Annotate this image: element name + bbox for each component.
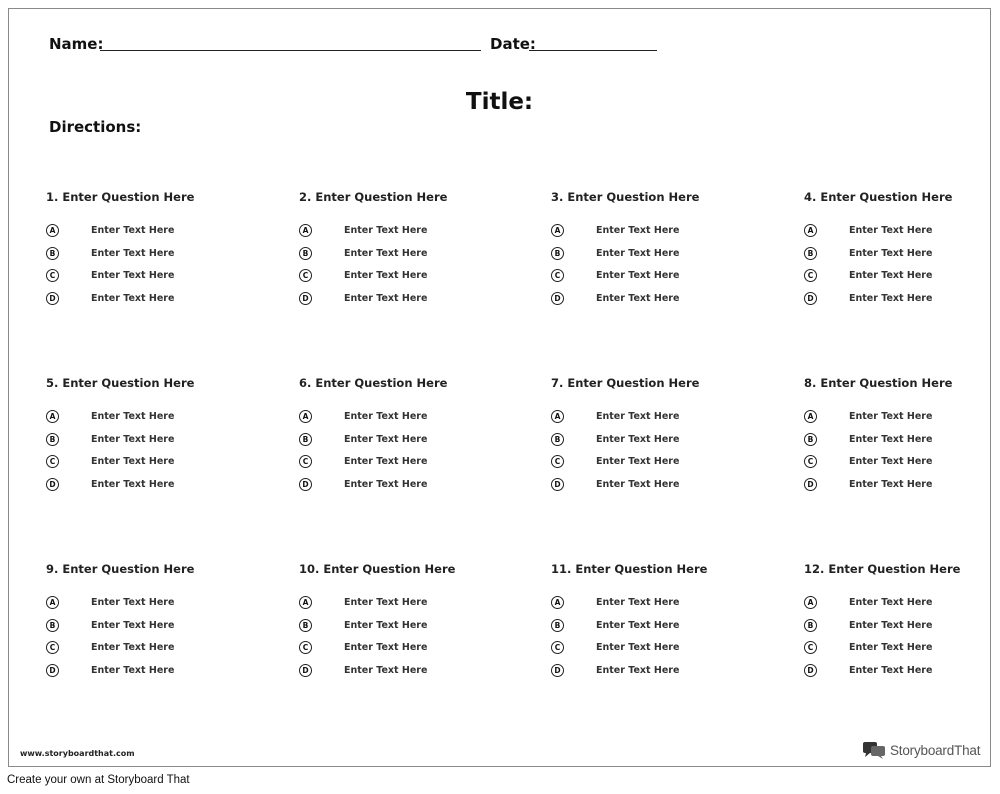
option-text: Enter Text Here xyxy=(344,642,428,654)
answer-options xyxy=(551,405,791,496)
option-text: Enter Text Here xyxy=(596,247,680,259)
option-text: Enter Text Here xyxy=(344,664,428,676)
option-text: Enter Text Here xyxy=(91,664,175,676)
option-text: Enter Text Here xyxy=(91,478,175,490)
answer-options xyxy=(46,591,286,682)
option-text: Enter Text Here xyxy=(849,596,933,608)
answer-options xyxy=(299,405,539,496)
question-title: 8. Enter Question Here xyxy=(804,376,953,390)
question-title: 7. Enter Question Here xyxy=(551,376,700,390)
option-text: Enter Text Here xyxy=(596,410,680,422)
answer-option xyxy=(299,264,539,287)
answer-option xyxy=(804,405,1000,428)
answer-option xyxy=(46,287,286,310)
question-title: 1. Enter Question Here xyxy=(46,190,195,204)
option-text: Enter Text Here xyxy=(849,270,933,282)
option-letter-circle: A xyxy=(804,410,817,423)
option-text: Enter Text Here xyxy=(849,224,933,236)
option-letter-circle: C xyxy=(551,269,564,282)
option-text: Enter Text Here xyxy=(344,478,428,490)
answer-option xyxy=(46,219,286,242)
option-letter-circle: D xyxy=(299,478,312,491)
answer-option xyxy=(804,450,1000,473)
name-line xyxy=(100,50,481,51)
answer-option xyxy=(551,219,791,242)
option-text: Enter Text Here xyxy=(91,619,175,631)
answer-option xyxy=(299,591,539,614)
answer-option xyxy=(299,636,539,659)
answer-options xyxy=(804,591,1000,682)
option-letter-circle: A xyxy=(46,224,59,237)
answer-options xyxy=(551,591,791,682)
option-text: Enter Text Here xyxy=(849,664,933,676)
speech-bubbles-icon xyxy=(862,741,886,759)
option-letter-circle: B xyxy=(804,433,817,446)
answer-option xyxy=(804,659,1000,682)
option-letter-circle: C xyxy=(551,641,564,654)
answer-options xyxy=(299,219,539,310)
logo-text: StoryboardThat xyxy=(890,742,981,758)
option-text: Enter Text Here xyxy=(91,433,175,445)
option-letter-circle: D xyxy=(46,478,59,491)
question-title: 11. Enter Question Here xyxy=(551,562,708,576)
answer-option xyxy=(804,591,1000,614)
answer-option xyxy=(46,473,286,496)
answer-option xyxy=(551,473,791,496)
answer-option xyxy=(551,614,791,637)
answer-option xyxy=(299,428,539,451)
option-letter-circle: B xyxy=(551,247,564,260)
question-block xyxy=(804,562,1000,682)
answer-option xyxy=(804,242,1000,265)
option-letter-circle: B xyxy=(299,433,312,446)
option-letter-circle: B xyxy=(804,619,817,632)
option-text: Enter Text Here xyxy=(849,292,933,304)
answer-options xyxy=(299,591,539,682)
website-watermark: www.storyboardthat.com xyxy=(20,749,135,758)
option-letter-circle: D xyxy=(551,292,564,305)
option-text: Enter Text Here xyxy=(596,642,680,654)
option-text: Enter Text Here xyxy=(344,224,428,236)
option-letter-circle: D xyxy=(804,292,817,305)
option-text: Enter Text Here xyxy=(344,292,428,304)
option-letter-circle: A xyxy=(46,596,59,609)
page-title: Title: xyxy=(465,89,534,115)
option-letter-circle: D xyxy=(299,664,312,677)
option-text: Enter Text Here xyxy=(344,247,428,259)
answer-option xyxy=(551,659,791,682)
answer-option xyxy=(299,219,539,242)
answer-option xyxy=(299,659,539,682)
question-block xyxy=(299,376,539,496)
answer-option xyxy=(299,450,539,473)
answer-option xyxy=(46,591,286,614)
answer-option xyxy=(46,264,286,287)
answer-option xyxy=(551,242,791,265)
option-letter-circle: C xyxy=(46,455,59,468)
answer-options xyxy=(804,219,1000,310)
option-text: Enter Text Here xyxy=(596,456,680,468)
option-text: Enter Text Here xyxy=(91,224,175,236)
option-letter-circle: D xyxy=(299,292,312,305)
option-letter-circle: B xyxy=(551,619,564,632)
answer-option xyxy=(804,428,1000,451)
question-title: 12. Enter Question Here xyxy=(804,562,961,576)
question-block xyxy=(804,376,1000,496)
option-text: Enter Text Here xyxy=(596,270,680,282)
option-text: Enter Text Here xyxy=(849,642,933,654)
option-text: Enter Text Here xyxy=(91,456,175,468)
option-text: Enter Text Here xyxy=(344,410,428,422)
option-letter-circle: A xyxy=(551,224,564,237)
question-title: 5. Enter Question Here xyxy=(46,376,195,390)
option-letter-circle: C xyxy=(46,641,59,654)
answer-option xyxy=(299,614,539,637)
option-text: Enter Text Here xyxy=(91,642,175,654)
answer-option xyxy=(299,287,539,310)
option-letter-circle: A xyxy=(299,596,312,609)
option-letter-circle: D xyxy=(551,478,564,491)
option-text: Enter Text Here xyxy=(344,270,428,282)
option-text: Enter Text Here xyxy=(596,224,680,236)
question-title: 6. Enter Question Here xyxy=(299,376,448,390)
question-block xyxy=(299,562,539,682)
question-block xyxy=(551,190,791,310)
option-letter-circle: D xyxy=(46,292,59,305)
option-letter-circle: C xyxy=(299,641,312,654)
option-letter-circle: B xyxy=(46,433,59,446)
question-block xyxy=(46,562,286,682)
option-letter-circle: A xyxy=(46,410,59,423)
answer-option xyxy=(551,264,791,287)
question-block xyxy=(551,376,791,496)
option-text: Enter Text Here xyxy=(849,247,933,259)
answer-option xyxy=(46,405,286,428)
answer-option xyxy=(804,264,1000,287)
option-letter-circle: C xyxy=(551,455,564,468)
option-text: Enter Text Here xyxy=(344,433,428,445)
name-label: Name: xyxy=(49,35,104,53)
option-letter-circle: D xyxy=(804,664,817,677)
option-letter-circle: B xyxy=(804,247,817,260)
answer-option xyxy=(46,242,286,265)
option-letter-circle: A xyxy=(551,410,564,423)
answer-option xyxy=(551,428,791,451)
answer-option xyxy=(551,287,791,310)
answer-options xyxy=(804,405,1000,496)
option-letter-circle: C xyxy=(299,455,312,468)
answer-option xyxy=(551,405,791,428)
option-text: Enter Text Here xyxy=(596,664,680,676)
question-title: 10. Enter Question Here xyxy=(299,562,456,576)
answer-option xyxy=(804,219,1000,242)
answer-option xyxy=(299,405,539,428)
option-letter-circle: C xyxy=(804,455,817,468)
option-letter-circle: A xyxy=(551,596,564,609)
answer-options xyxy=(46,405,286,496)
question-title: 2. Enter Question Here xyxy=(299,190,448,204)
option-text: Enter Text Here xyxy=(91,410,175,422)
date-label: Date: xyxy=(490,35,536,53)
option-text: Enter Text Here xyxy=(596,619,680,631)
option-letter-circle: D xyxy=(804,478,817,491)
directions-label: Directions: xyxy=(49,118,142,136)
question-block xyxy=(46,190,286,310)
option-letter-circle: B xyxy=(299,247,312,260)
option-letter-circle: C xyxy=(804,641,817,654)
option-letter-circle: D xyxy=(46,664,59,677)
date-line xyxy=(529,50,657,51)
question-block xyxy=(804,190,1000,310)
footer-credit: Create your own at Storyboard That xyxy=(7,774,190,786)
option-letter-circle: A xyxy=(299,224,312,237)
answer-option xyxy=(46,636,286,659)
question-block xyxy=(551,562,791,682)
option-letter-circle: B xyxy=(46,619,59,632)
question-title: 3. Enter Question Here xyxy=(551,190,700,204)
answer-option xyxy=(804,636,1000,659)
question-block xyxy=(299,190,539,310)
option-letter-circle: B xyxy=(46,247,59,260)
option-text: Enter Text Here xyxy=(849,433,933,445)
option-text: Enter Text Here xyxy=(849,619,933,631)
answer-options xyxy=(46,219,286,310)
option-text: Enter Text Here xyxy=(91,247,175,259)
option-letter-circle: C xyxy=(804,269,817,282)
answer-option xyxy=(46,428,286,451)
option-text: Enter Text Here xyxy=(344,456,428,468)
worksheet-page xyxy=(8,8,991,767)
answer-option xyxy=(46,614,286,637)
option-text: Enter Text Here xyxy=(91,292,175,304)
option-text: Enter Text Here xyxy=(596,596,680,608)
answer-option xyxy=(804,287,1000,310)
option-letter-circle: B xyxy=(299,619,312,632)
option-text: Enter Text Here xyxy=(596,292,680,304)
option-letter-circle: C xyxy=(46,269,59,282)
answer-option xyxy=(46,450,286,473)
option-text: Enter Text Here xyxy=(91,270,175,282)
answer-option xyxy=(804,614,1000,637)
answer-options xyxy=(551,219,791,310)
answer-option xyxy=(551,450,791,473)
answer-option xyxy=(46,659,286,682)
option-text: Enter Text Here xyxy=(849,410,933,422)
question-title: 4. Enter Question Here xyxy=(804,190,953,204)
storyboardthat-logo xyxy=(862,741,980,759)
answer-option xyxy=(551,636,791,659)
question-block xyxy=(46,376,286,496)
option-text: Enter Text Here xyxy=(91,596,175,608)
option-letter-circle: D xyxy=(551,664,564,677)
option-text: Enter Text Here xyxy=(596,478,680,490)
option-text: Enter Text Here xyxy=(596,433,680,445)
option-letter-circle: A xyxy=(299,410,312,423)
option-text: Enter Text Here xyxy=(344,596,428,608)
option-text: Enter Text Here xyxy=(344,619,428,631)
answer-option xyxy=(299,473,539,496)
answer-option xyxy=(804,473,1000,496)
question-title: 9. Enter Question Here xyxy=(46,562,195,576)
option-text: Enter Text Here xyxy=(849,456,933,468)
option-letter-circle: C xyxy=(299,269,312,282)
answer-option xyxy=(551,591,791,614)
answer-option xyxy=(299,242,539,265)
option-text: Enter Text Here xyxy=(849,478,933,490)
option-letter-circle: A xyxy=(804,596,817,609)
option-letter-circle: B xyxy=(551,433,564,446)
option-letter-circle: A xyxy=(804,224,817,237)
